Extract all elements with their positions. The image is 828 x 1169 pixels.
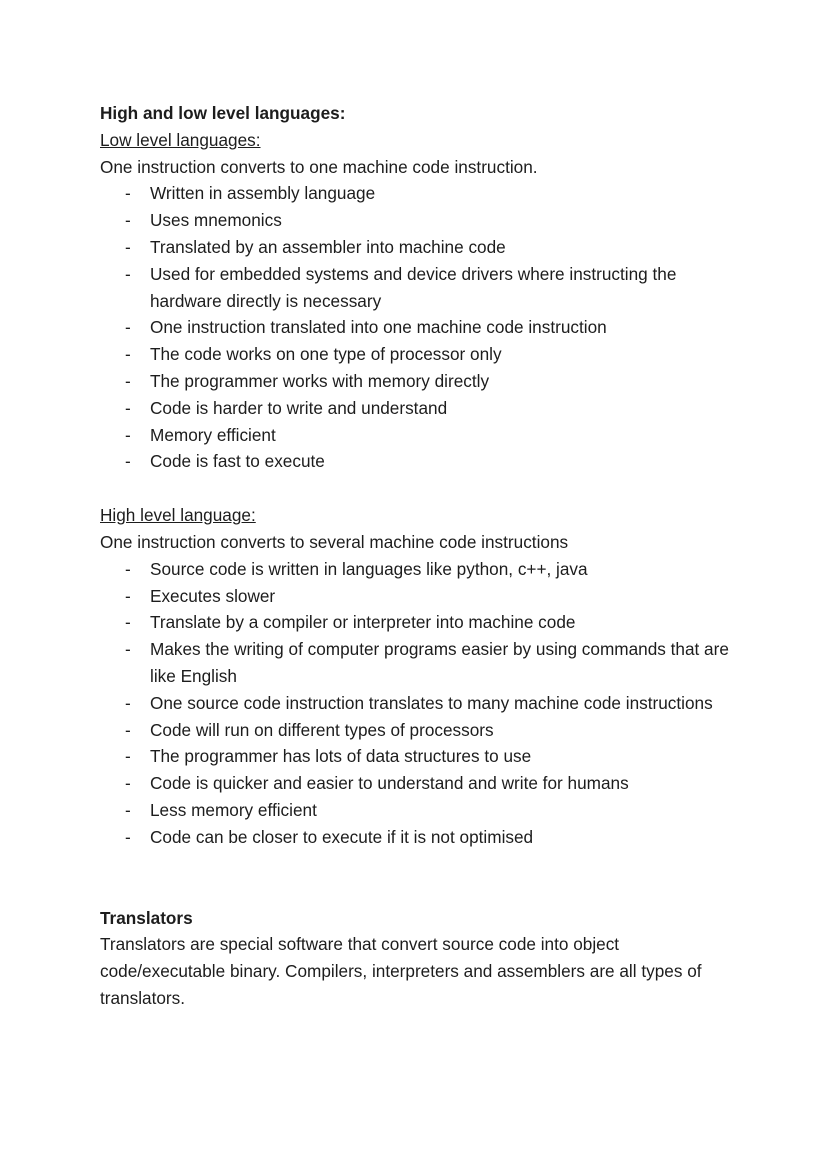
list-item [125, 743, 740, 770]
dash-bullet: - [125, 317, 131, 338]
list-item-text: Code is fast to execute [150, 451, 325, 472]
subheading-low-level: Low level languages: [100, 129, 261, 150]
list-item [125, 609, 740, 636]
list-item-text: Code will run on different types of processors [150, 719, 494, 740]
list-item-text: The code works on one type of processor only [150, 344, 502, 365]
dash-bullet: - [125, 210, 131, 231]
list-item [125, 797, 740, 824]
dash-bullet: - [125, 397, 131, 418]
section-heading-languages: High and low level languages: [100, 103, 346, 123]
dash-bullet: - [125, 236, 131, 257]
list-item [125, 690, 740, 717]
dash-bullet: - [125, 612, 131, 633]
list-item-text: Memory efficient [150, 424, 276, 445]
list-item [125, 234, 740, 261]
list-item-text: Uses mnemonics [150, 210, 282, 231]
list-item-text: Written in assembly language [150, 183, 376, 204]
list-item [125, 448, 740, 475]
dash-bullet: - [125, 639, 131, 660]
list-item-text: Translate by a compiler or interpreter into machine code [150, 612, 576, 633]
spacer [100, 475, 740, 502]
list-item [125, 556, 740, 583]
list-item [125, 717, 740, 744]
list-item [125, 824, 740, 851]
list-item-text: Makes the writing of computer programs easier by using commands that are like English [150, 639, 729, 686]
list-item-text: Used for embedded systems and device drivers where instructing the hardware directly is necessary [150, 263, 677, 311]
dash-bullet: - [125, 719, 131, 740]
dash-bullet: - [125, 424, 131, 445]
list-item-text: Code is harder to write and understand [150, 397, 448, 418]
dash-bullet: - [125, 370, 131, 391]
dash-bullet: - [125, 183, 131, 204]
translators-body: Translators are special software that convert source code into object code/executable binary. Compilers, interpreters and assemblers are all types of translators. [100, 934, 702, 1008]
list-item-text: Code is quicker and easier to understand and write for humans [150, 773, 629, 794]
dash-bullet: - [125, 799, 131, 820]
document-page [100, 100, 740, 1012]
spacer [100, 851, 740, 905]
low-level-list [100, 180, 740, 475]
dash-bullet: - [125, 692, 131, 713]
list-item-text: The programmer works with memory directly [150, 370, 490, 391]
dash-bullet: - [125, 746, 131, 767]
list-item-text: One source code instruction translates to many machine code instructions [150, 692, 713, 713]
list-item-text: Executes slower [150, 585, 276, 606]
list-item-text: Code can be closer to execute if it is not optimised [150, 826, 534, 847]
list-item-text: Translated by an assembler into machine code [150, 236, 506, 257]
list-item [125, 341, 740, 368]
dash-bullet: - [125, 451, 131, 472]
dash-bullet: - [125, 773, 131, 794]
list-item [125, 770, 740, 797]
list-item [125, 583, 740, 610]
list-item-text: One instruction translated into one machine code instruction [150, 317, 607, 338]
list-item [125, 314, 740, 341]
list-item [125, 636, 740, 690]
dash-bullet: - [125, 826, 131, 847]
high-level-list [100, 556, 740, 851]
list-item-text: Source code is written in languages like python, c++, java [150, 558, 588, 579]
subheading-high-level: High level language: [100, 505, 256, 526]
list-item [125, 422, 740, 449]
list-item [125, 180, 740, 207]
list-item [125, 261, 740, 315]
section-heading-translators: Translators [100, 907, 193, 928]
dash-bullet: - [125, 344, 131, 365]
list-item [125, 207, 740, 234]
list-item [125, 395, 740, 422]
list-item-text: The programmer has lots of data structures to use [150, 746, 532, 767]
list-item-text: Less memory efficient [150, 799, 317, 820]
low-level-intro: One instruction converts to one machine code instruction. [100, 156, 538, 177]
dash-bullet: - [125, 585, 131, 606]
dash-bullet: - [125, 263, 131, 284]
dash-bullet: - [125, 558, 131, 579]
high-level-intro: One instruction converts to several machine code instructions [100, 531, 569, 552]
list-item [125, 368, 740, 395]
